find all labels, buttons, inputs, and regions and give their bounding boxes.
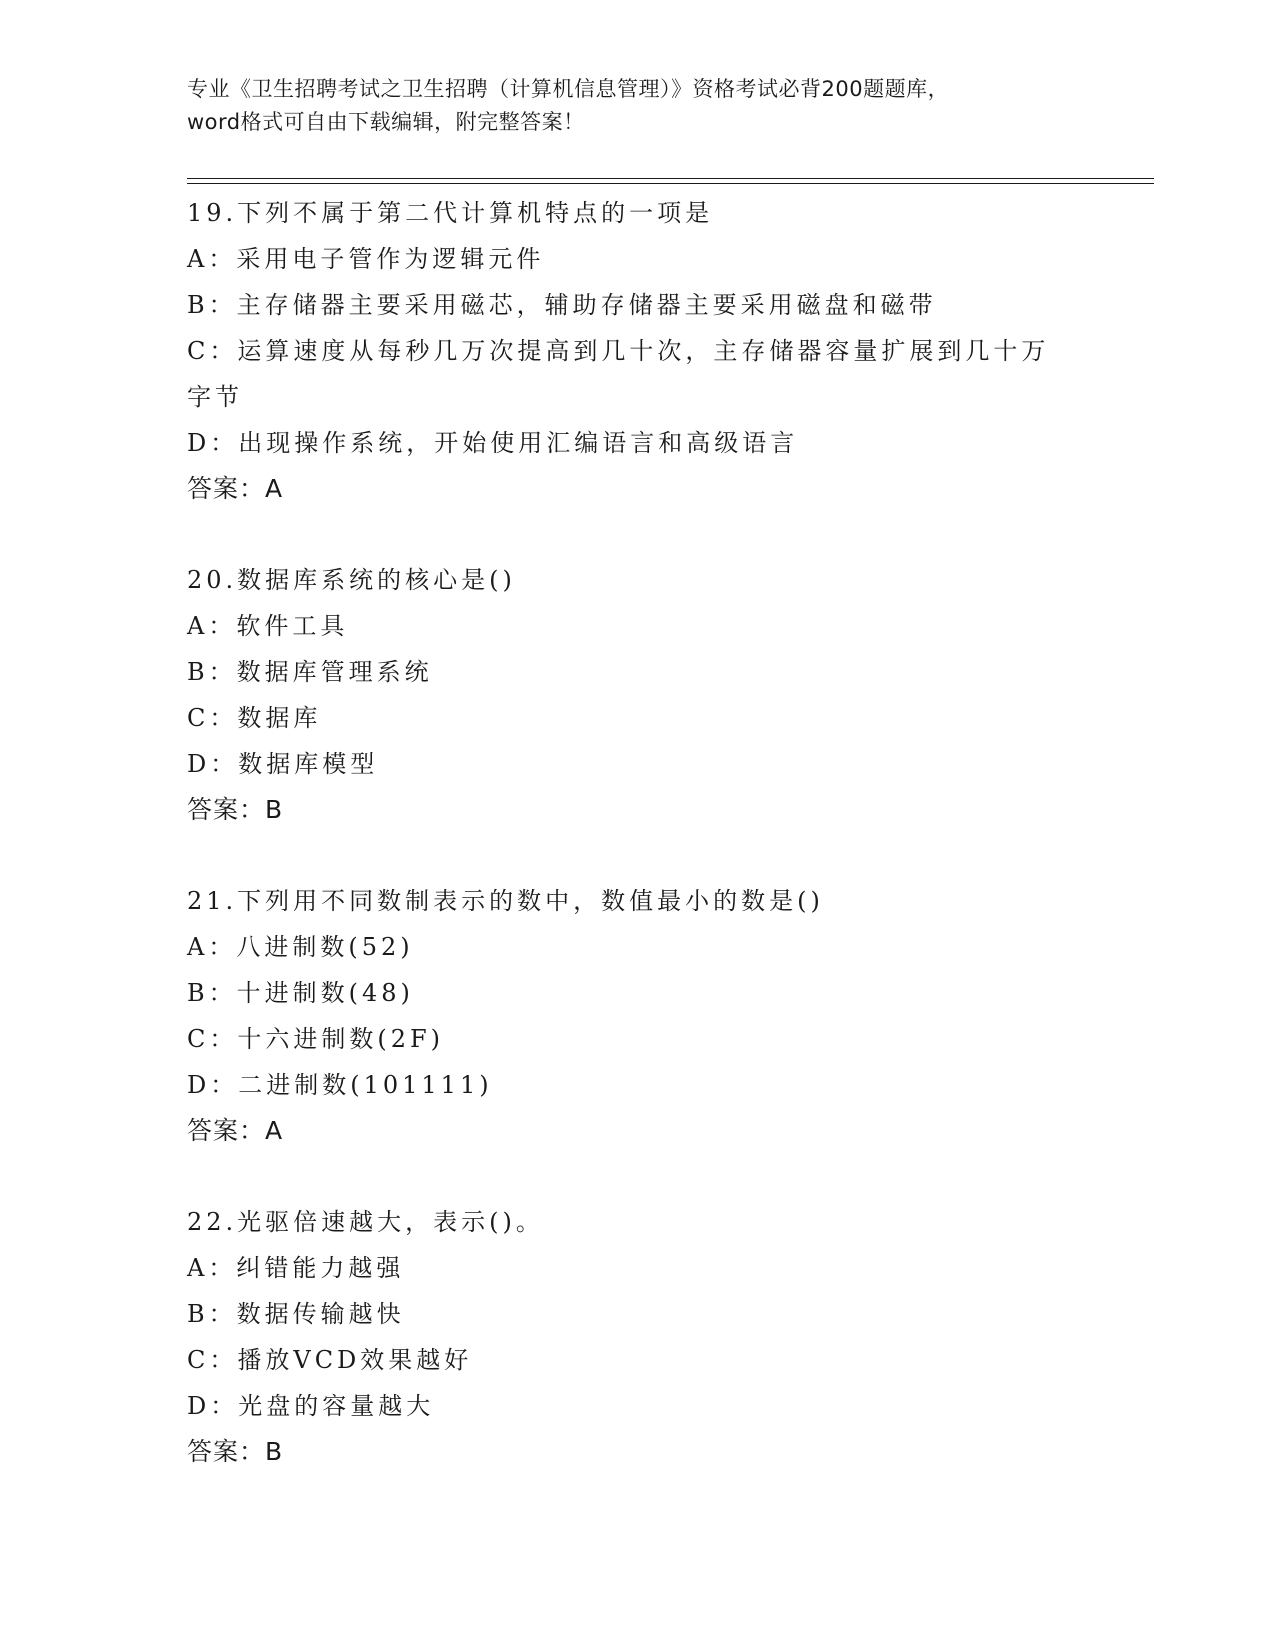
- question-22: [187, 1199, 1087, 1475]
- question-gap: [187, 1154, 1087, 1199]
- document-header: [187, 73, 1087, 139]
- option-a: A：纠错能力越强: [187, 1254, 405, 1282]
- answer-label: 答案：B: [187, 795, 284, 824]
- question-19: [187, 190, 1087, 512]
- option-c: C：数据库: [187, 704, 322, 732]
- option-a: A：八进制数(52): [187, 933, 414, 961]
- option-b: B：数据传输越快: [187, 1300, 405, 1328]
- question-20: [187, 557, 1087, 833]
- answer-label: 答案：B: [187, 1437, 284, 1466]
- option-d: D：光盘的容量越大: [187, 1392, 435, 1420]
- question-21: [187, 878, 1087, 1154]
- option-c: C：十六进制数(2F): [187, 1025, 445, 1053]
- question-stem: 22.光驱倍速越大，表示()。: [187, 1208, 544, 1236]
- option-c: C：播放VCD效果越好: [187, 1346, 473, 1374]
- header-line-1: 专业《卫生招聘考试之卫生招聘（计算机信息管理）》资格考试必背200题题库，: [187, 77, 950, 101]
- header-rule-top: [187, 178, 1154, 179]
- option-c-continued: 字节: [187, 383, 243, 411]
- option-b: B：主存储器主要采用磁芯，辅助存储器主要采用磁盘和磁带: [187, 291, 937, 319]
- option-d: D：二进制数(101111): [187, 1071, 493, 1099]
- question-stem: 21.下列用不同数制表示的数中，数值最小的数是(): [187, 887, 824, 915]
- option-d: D：数据库模型: [187, 750, 379, 778]
- option-b: B：十进制数(48): [187, 979, 414, 1007]
- question-list: [187, 190, 1087, 1475]
- header-rule-bottom: [187, 183, 1154, 184]
- question-gap: [187, 512, 1087, 557]
- option-a: A：采用电子管作为逻辑元件: [187, 245, 545, 273]
- question-stem: 20.数据库系统的核心是(): [187, 566, 516, 594]
- option-d: D：出现操作系统，开始使用汇编语言和高级语言: [187, 429, 799, 457]
- answer-label: 答案：A: [187, 474, 284, 503]
- option-b: B：数据库管理系统: [187, 658, 433, 686]
- header-line-2: word格式可自由下载编辑，附完整答案！: [187, 110, 585, 134]
- answer-label: 答案：A: [187, 1116, 284, 1145]
- question-gap: [187, 833, 1087, 878]
- question-stem: 19.下列不属于第二代计算机特点的一项是: [187, 199, 714, 227]
- option-c: C：运算速度从每秒几万次提高到几十次，主存储器容量扩展到几十万: [187, 337, 1050, 365]
- option-a: A：软件工具: [187, 612, 349, 640]
